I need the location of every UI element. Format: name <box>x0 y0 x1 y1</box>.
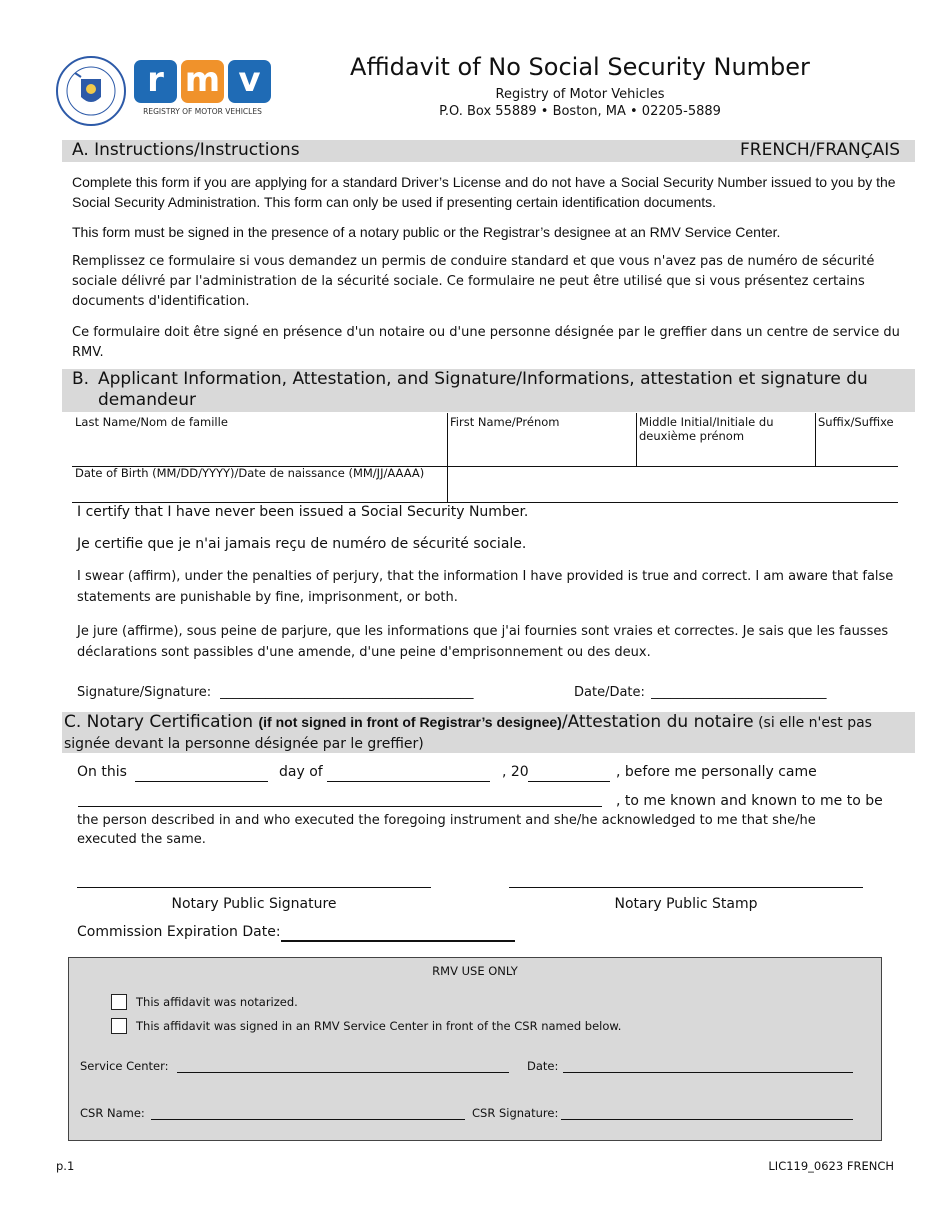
notary-stamp-line[interactable] <box>509 887 863 888</box>
service-center-label: Service Center: <box>80 1059 169 1073</box>
on-this-label: On this <box>77 764 127 780</box>
grid-line <box>636 413 637 466</box>
first-name-field[interactable]: First Name/Prénom <box>450 415 560 429</box>
language-label: FRENCH/FRANÇAIS <box>740 140 900 160</box>
known-label: , to me known and known to me to be <box>616 793 883 809</box>
signature-line[interactable]: _______________________________________ <box>220 685 474 700</box>
section-b-title: Applicant Information, Attestation, and Signature/Informations, attestation et signature du demandeur <box>98 369 868 410</box>
commission-label: Commission Expiration Date: <box>77 924 281 940</box>
form-id: LIC119_0623 FRENCH <box>768 1159 894 1173</box>
suffix-field[interactable]: Suffix/Suffixe <box>818 415 894 429</box>
year-line[interactable] <box>528 781 610 782</box>
middle-initial-field[interactable]: Middle Initial/Initiale du deuxième prénom <box>639 415 774 443</box>
section-c-title-3: /Attestation du notaire <box>561 712 754 732</box>
csr-signature-line[interactable] <box>561 1119 853 1120</box>
swear-fr: Je jure (affirme), sous peine de parjure, que les informations que j'ai fournies sont vraies et correctes. Je sais que les fausses déclarations sont passibles d'une amende, d'une peine d'emprisonnement ou des deux. <box>77 624 889 660</box>
state-seal <box>55 55 127 127</box>
rmv-use-title: RMV USE ONLY <box>432 964 518 978</box>
before-me-label: , before me personally came <box>616 764 817 780</box>
rmv-use-only-box <box>68 957 882 1141</box>
grid-line <box>815 413 816 466</box>
section-a-title: A. Instructions/Instructions <box>72 140 300 160</box>
rmv-date-label: Date: <box>527 1059 559 1073</box>
certify-en: I certify that I have never been issued a Social Security Number. <box>77 504 529 520</box>
instructions-en-2: This form must be signed in the presence of a notary public or the Registrar’s designee at an RMV Service Center. <box>72 224 781 240</box>
date-label: Date/Date: <box>574 685 645 700</box>
csr-signature-label: CSR Signature: <box>472 1106 559 1120</box>
service-center-checkbox[interactable] <box>111 1018 127 1034</box>
section-b-letter: B. <box>72 369 90 389</box>
notarized-label: This affidavit was notarized. <box>136 995 298 1009</box>
month-line[interactable] <box>327 781 490 782</box>
day-line[interactable] <box>135 781 268 782</box>
notary-signature-label: Notary Public Signature <box>171 896 337 912</box>
notarized-checkbox[interactable] <box>111 994 127 1010</box>
commission-line[interactable] <box>281 940 515 942</box>
section-c-title-1: C. Notary Certification <box>64 712 259 732</box>
year-label: , 20 <box>502 764 529 780</box>
instructions-fr-2: Ce formulaire doit être signé en présence d'un notaire ou d'une personne désignée par le greffier dans un centre de service du RMV. <box>72 325 900 360</box>
instructions-en-1: Complete this form if you are applying for a standard Driver’s License and do not have a Social Security Number issued to you by the Social Security Administration. This form can only be used if presenting certain identification documents. <box>72 174 896 210</box>
page-title: Affidavit of No Social Security Number <box>350 53 810 81</box>
signature-label: Signature/Signature: <box>77 685 212 700</box>
csr-name-label: CSR Name: <box>80 1106 145 1120</box>
rmv-date-line[interactable] <box>563 1072 853 1073</box>
section-c-title-4: (si elle n'est pas signée devant la personne désignée par le greffier) <box>64 715 872 752</box>
notary-stamp-label: Notary Public Stamp <box>614 896 758 912</box>
date-line[interactable]: ___________________________ <box>651 685 827 700</box>
swear-en: I swear (affirm), under the penalties of perjury, that the information I have provided is true and correct. I am aware that false statements are punishable by fine, imprisonment, or both. <box>77 569 894 605</box>
agency-name: Registry of Motor Vehicles <box>495 87 665 102</box>
rmv-logo-r: r <box>134 60 177 103</box>
person-name-line[interactable] <box>78 806 602 807</box>
notary-signature-line[interactable] <box>77 887 431 888</box>
rmv-logo <box>134 60 270 120</box>
section-c-title-2: (if not signed in front of Registrar’s designee) <box>258 714 562 730</box>
instructions-fr-1: Remplissez ce formulaire si vous demandez un permis de conduire standard et que vous n'avez pas de numéro de sécurité sociale délivré par l'administration de la sécurité sociale. Ce formulaire ne peut être utilisé que si vous présentez certains documents d'identification. <box>72 254 875 309</box>
certify-fr: Je certifie que je n'ai jamais reçu de numéro de sécurité sociale. <box>77 536 527 552</box>
day-of-label: day of <box>279 764 323 780</box>
rmv-logo-tagline: REGISTRY OF MOTOR VEHICLES <box>143 107 262 116</box>
section-c-title <box>64 712 904 754</box>
page-number: p.1 <box>56 1159 75 1173</box>
grid-line <box>447 413 448 502</box>
csr-name-line[interactable] <box>151 1119 465 1120</box>
dob-field[interactable]: Date of Birth (MM/DD/YYYY)/Date de naissance (MM/JJ/AAAA) <box>75 466 425 480</box>
person-described-text: the person described in and who executed the foregoing instrument and she/he acknowledged to me that she/he executed the same. <box>77 813 816 847</box>
rmv-logo-m: m <box>181 60 224 103</box>
service-center-signed-label: This affidavit was signed in an RMV Service Center in front of the CSR named below. <box>136 1019 622 1033</box>
agency-address: P.O. Box 55889 • Boston, MA • 02205-5889 <box>439 104 721 119</box>
service-center-line[interactable] <box>177 1072 509 1073</box>
last-name-field[interactable]: Last Name/Nom de famille <box>75 415 228 429</box>
rmv-logo-v: v <box>228 60 271 103</box>
